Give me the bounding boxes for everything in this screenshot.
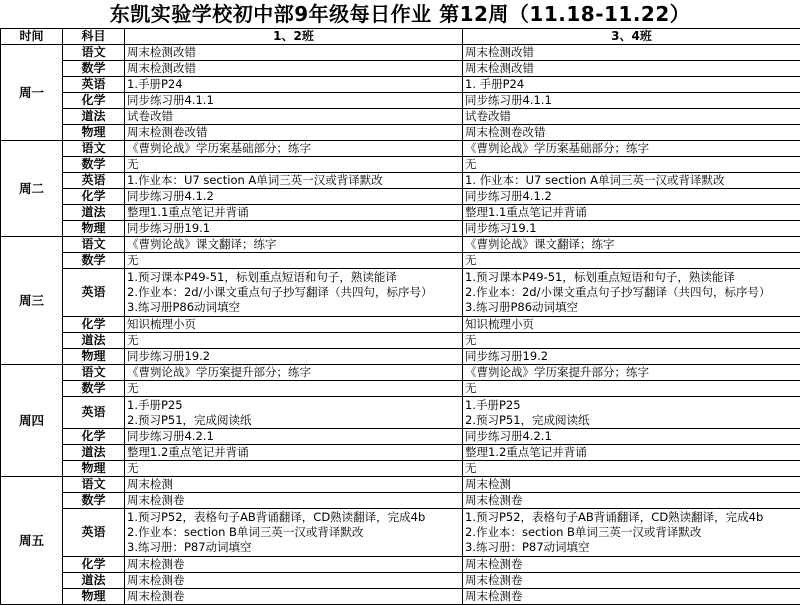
task-cell-class-3-4 bbox=[463, 381, 800, 397]
task-line: 试卷改错 bbox=[465, 109, 798, 124]
task-line: 2.作业本：section B单词三英一汉或背译默改 bbox=[127, 525, 460, 540]
task-cell-class-3-4 bbox=[463, 205, 800, 221]
task-cell-class-3-4 bbox=[463, 365, 800, 381]
task-line: 周末检测改错 bbox=[465, 61, 798, 76]
task-line: 周末检测 bbox=[127, 477, 460, 492]
table-row bbox=[1, 493, 800, 509]
task-line: 无 bbox=[465, 157, 798, 172]
task-line: 周末检测改错 bbox=[127, 61, 460, 76]
task-cell-class-3-4 bbox=[463, 109, 800, 125]
day-cell: 周一 bbox=[1, 45, 63, 141]
task-line: 无 bbox=[465, 461, 798, 476]
task-line: 周末检测卷 bbox=[465, 557, 798, 572]
day-cell: 周二 bbox=[1, 141, 63, 237]
table-body bbox=[1, 45, 800, 605]
task-cell-class-3-4 bbox=[463, 93, 800, 109]
task-cell-class-1-2 bbox=[125, 397, 463, 429]
task-cell-class-1-2 bbox=[125, 125, 463, 141]
subject-cell: 语文 bbox=[63, 477, 125, 493]
subject-cell: 数学 bbox=[63, 493, 125, 509]
task-line: 《曹刿论战》课文翻译；练字 bbox=[127, 237, 460, 252]
task-line: 无 bbox=[127, 381, 460, 396]
subject-cell: 语文 bbox=[63, 45, 125, 61]
task-cell-class-3-4 bbox=[463, 157, 800, 173]
subject-cell: 语文 bbox=[63, 141, 125, 157]
task-line: 2.预习P51，完成阅读纸 bbox=[127, 413, 460, 428]
task-line: 周末检测卷改错 bbox=[127, 125, 460, 140]
task-line: 同步练习册4.2.1 bbox=[127, 429, 460, 444]
task-line: 1.手册P25 bbox=[127, 398, 460, 413]
task-line: 2.作业本：2d/小课文重点句子抄写翻译（共四句，标序号） bbox=[465, 285, 798, 300]
table-row bbox=[1, 77, 800, 93]
table-row bbox=[1, 333, 800, 349]
subject-cell: 英语 bbox=[63, 77, 125, 93]
task-line: 整理1.2重点笔记并背诵 bbox=[465, 445, 798, 460]
task-cell-class-3-4 bbox=[463, 77, 800, 93]
table-row bbox=[1, 205, 800, 221]
table-row bbox=[1, 429, 800, 445]
task-cell-class-1-2 bbox=[125, 45, 463, 61]
table-row bbox=[1, 381, 800, 397]
table-row bbox=[1, 509, 800, 557]
subject-cell: 物理 bbox=[63, 589, 125, 605]
task-line: 同步练习册19.2 bbox=[465, 349, 798, 364]
task-line: 1.预习P52，表格句子AB背诵翻译，CD熟读翻译，完成4b bbox=[127, 510, 460, 525]
task-line: 1.预习课本P49-51，标划重点短语和句子，熟读能译 bbox=[127, 270, 460, 285]
subject-cell: 数学 bbox=[63, 381, 125, 397]
task-cell-class-1-2 bbox=[125, 253, 463, 269]
task-cell-class-3-4 bbox=[463, 461, 800, 477]
page-title: 东凯实验学校初中部9年级每日作业 第12周（11.18-11.22） bbox=[0, 0, 800, 28]
task-cell-class-1-2 bbox=[125, 589, 463, 605]
table-row bbox=[1, 365, 800, 381]
subject-cell: 化学 bbox=[63, 429, 125, 445]
header-class-3-4: 3、4班 bbox=[463, 29, 800, 45]
task-cell-class-3-4 bbox=[463, 589, 800, 605]
task-line: 同步练习册4.2.1 bbox=[465, 429, 798, 444]
task-line: 周末检测改错 bbox=[127, 45, 460, 60]
task-line: 整理1.2重点笔记并背诵 bbox=[127, 445, 460, 460]
task-line: 周末检测卷改错 bbox=[465, 125, 798, 140]
subject-cell: 英语 bbox=[63, 397, 125, 429]
subject-cell: 物理 bbox=[63, 221, 125, 237]
table-row bbox=[1, 125, 800, 141]
subject-cell: 道法 bbox=[63, 205, 125, 221]
task-line: 《曹刿论战》学历案基础部分；练字 bbox=[465, 141, 798, 156]
task-line: 同步练习册19.2 bbox=[127, 349, 460, 364]
task-line: 1.手册P24 bbox=[127, 77, 460, 92]
task-line: 1.预习P52，表格句子AB背诵翻译，CD熟读翻译，完成4b bbox=[465, 510, 798, 525]
task-cell-class-3-4 bbox=[463, 45, 800, 61]
table-row bbox=[1, 157, 800, 173]
task-line: 周末检测卷 bbox=[127, 589, 460, 604]
subject-cell: 英语 bbox=[63, 269, 125, 317]
subject-cell: 道法 bbox=[63, 333, 125, 349]
task-line: 无 bbox=[465, 333, 798, 348]
task-cell-class-1-2 bbox=[125, 221, 463, 237]
task-line: 同步练习19.1 bbox=[465, 221, 798, 236]
task-cell-class-3-4 bbox=[463, 269, 800, 317]
task-line: 周末检测卷 bbox=[127, 557, 460, 572]
task-cell-class-1-2 bbox=[125, 317, 463, 333]
task-line: 整理1.1重点笔记并背诵 bbox=[465, 205, 798, 220]
table-row bbox=[1, 253, 800, 269]
table-row bbox=[1, 397, 800, 429]
task-cell-class-1-2 bbox=[125, 77, 463, 93]
task-cell-class-1-2 bbox=[125, 157, 463, 173]
task-line: 1.作业本：U7 section A单词三英一汉或背译默改 bbox=[127, 173, 460, 188]
table-row bbox=[1, 589, 800, 605]
table-row bbox=[1, 173, 800, 189]
task-cell-class-3-4 bbox=[463, 557, 800, 573]
task-cell-class-1-2 bbox=[125, 61, 463, 77]
task-line: 《曹刿论战》学历案提升部分；练字 bbox=[465, 365, 798, 380]
subject-cell: 数学 bbox=[63, 253, 125, 269]
subject-cell: 道法 bbox=[63, 445, 125, 461]
task-cell-class-3-4 bbox=[463, 317, 800, 333]
task-cell-class-1-2 bbox=[125, 429, 463, 445]
table-row bbox=[1, 461, 800, 477]
task-line: 试卷改错 bbox=[127, 109, 460, 124]
header-subject: 科目 bbox=[63, 29, 125, 45]
task-line: 周末检测卷 bbox=[465, 589, 798, 604]
task-cell-class-1-2 bbox=[125, 349, 463, 365]
task-line: 知识梳理小页 bbox=[127, 317, 460, 332]
table-row bbox=[1, 477, 800, 493]
task-cell-class-1-2 bbox=[125, 269, 463, 317]
subject-cell: 数学 bbox=[63, 157, 125, 173]
task-cell-class-3-4 bbox=[463, 397, 800, 429]
task-line: 3.练习册P86动词填空 bbox=[127, 300, 460, 315]
task-cell-class-1-2 bbox=[125, 477, 463, 493]
table-row bbox=[1, 109, 800, 125]
task-line: 无 bbox=[127, 157, 460, 172]
task-cell-class-3-4 bbox=[463, 253, 800, 269]
task-cell-class-3-4 bbox=[463, 573, 800, 589]
task-cell-class-1-2 bbox=[125, 93, 463, 109]
table-row bbox=[1, 237, 800, 253]
subject-cell: 道法 bbox=[63, 573, 125, 589]
task-cell-class-3-4 bbox=[463, 125, 800, 141]
task-line: 3.练习册P86动词填空 bbox=[465, 300, 798, 315]
task-cell-class-3-4 bbox=[463, 237, 800, 253]
task-cell-class-1-2 bbox=[125, 445, 463, 461]
day-cell: 周三 bbox=[1, 237, 63, 365]
task-line: 《曹刿论战》课文翻译；练字 bbox=[465, 237, 798, 252]
task-cell-class-1-2 bbox=[125, 205, 463, 221]
subject-cell: 数学 bbox=[63, 61, 125, 77]
task-line: 1.预习课本P49-51，标划重点短语和句子，熟读能译 bbox=[465, 270, 798, 285]
task-line: 3.练习册：P87动词填空 bbox=[127, 540, 460, 555]
task-line: 同步练习册4.1.2 bbox=[127, 189, 460, 204]
table-row bbox=[1, 189, 800, 205]
subject-cell: 化学 bbox=[63, 317, 125, 333]
task-cell-class-3-4 bbox=[463, 477, 800, 493]
task-line: 周末检测 bbox=[465, 477, 798, 492]
task-cell-class-3-4 bbox=[463, 61, 800, 77]
task-line: 《曹刿论战》学历案基础部分；练字 bbox=[127, 141, 460, 156]
task-cell-class-1-2 bbox=[125, 333, 463, 349]
task-cell-class-3-4 bbox=[463, 429, 800, 445]
task-cell-class-3-4 bbox=[463, 221, 800, 237]
task-cell-class-3-4 bbox=[463, 189, 800, 205]
table-row bbox=[1, 141, 800, 157]
task-line: 整理1.1重点笔记并背诵 bbox=[127, 205, 460, 220]
task-cell-class-1-2 bbox=[125, 141, 463, 157]
subject-cell: 化学 bbox=[63, 93, 125, 109]
task-line: 无 bbox=[465, 253, 798, 268]
task-cell-class-3-4 bbox=[463, 173, 800, 189]
task-cell-class-1-2 bbox=[125, 189, 463, 205]
subject-cell: 道法 bbox=[63, 109, 125, 125]
task-line: 周末检测卷 bbox=[127, 573, 460, 588]
task-cell-class-1-2 bbox=[125, 109, 463, 125]
task-cell-class-1-2 bbox=[125, 461, 463, 477]
task-line: 同步练习册4.1.1 bbox=[127, 93, 460, 108]
task-cell-class-3-4 bbox=[463, 349, 800, 365]
task-line: 周末检测改错 bbox=[465, 45, 798, 60]
table-row bbox=[1, 61, 800, 77]
task-line: 同步练习册4.1.1 bbox=[465, 93, 798, 108]
task-cell-class-3-4 bbox=[463, 493, 800, 509]
table-row bbox=[1, 557, 800, 573]
subject-cell: 物理 bbox=[63, 349, 125, 365]
task-line: 知识梳理小页 bbox=[465, 317, 798, 332]
subject-cell: 英语 bbox=[63, 509, 125, 557]
task-cell-class-1-2 bbox=[125, 381, 463, 397]
task-line: 无 bbox=[127, 253, 460, 268]
task-line: 《曹刿论战》学历案提升部分；练字 bbox=[127, 365, 460, 380]
task-line: 无 bbox=[465, 381, 798, 396]
task-line: 3.练习册：P87动词填空 bbox=[465, 540, 798, 555]
task-line: 无 bbox=[127, 461, 460, 476]
task-line: 周末检测卷 bbox=[465, 493, 798, 508]
table-row bbox=[1, 573, 800, 589]
subject-cell: 语文 bbox=[63, 237, 125, 253]
subject-cell: 化学 bbox=[63, 189, 125, 205]
subject-cell: 物理 bbox=[63, 125, 125, 141]
homework-table bbox=[0, 28, 800, 605]
task-line: 2.作业本：2d/小课文重点句子抄写翻译（共四句，标序号） bbox=[127, 285, 460, 300]
task-line: 无 bbox=[127, 333, 460, 348]
task-line: 1. 作业本：U7 section A单词三英一汉或背译默改 bbox=[465, 173, 798, 188]
task-line: 2.预习P51，完成阅读纸 bbox=[465, 413, 798, 428]
table-row bbox=[1, 269, 800, 317]
day-cell: 周五 bbox=[1, 477, 63, 605]
task-line: 2.作业本：section B单词三英一汉或背译默改 bbox=[465, 525, 798, 540]
table-row bbox=[1, 221, 800, 237]
task-line: 周末检测卷 bbox=[127, 493, 460, 508]
subject-cell: 物理 bbox=[63, 461, 125, 477]
task-line: 周末检测卷 bbox=[465, 573, 798, 588]
task-cell-class-1-2 bbox=[125, 365, 463, 381]
task-cell-class-1-2 bbox=[125, 237, 463, 253]
task-line: 1.手册P25 bbox=[465, 398, 798, 413]
header-class-1-2: 1、2班 bbox=[125, 29, 463, 45]
table-row bbox=[1, 45, 800, 61]
subject-cell: 英语 bbox=[63, 173, 125, 189]
task-line: 同步练习册4.1.2 bbox=[465, 189, 798, 204]
subject-cell: 化学 bbox=[63, 557, 125, 573]
task-cell-class-1-2 bbox=[125, 493, 463, 509]
subject-cell: 语文 bbox=[63, 365, 125, 381]
task-cell-class-1-2 bbox=[125, 557, 463, 573]
task-cell-class-1-2 bbox=[125, 509, 463, 557]
header-row bbox=[1, 29, 800, 45]
task-cell-class-3-4 bbox=[463, 445, 800, 461]
table-row bbox=[1, 445, 800, 461]
task-cell-class-3-4 bbox=[463, 509, 800, 557]
table-row bbox=[1, 317, 800, 333]
task-cell-class-1-2 bbox=[125, 573, 463, 589]
task-line: 1. 手册P24 bbox=[465, 77, 798, 92]
day-cell: 周四 bbox=[1, 365, 63, 477]
task-cell-class-3-4 bbox=[463, 141, 800, 157]
task-line: 同步练习册19.1 bbox=[127, 221, 460, 236]
header-time: 时间 bbox=[1, 29, 63, 45]
task-cell-class-3-4 bbox=[463, 333, 800, 349]
table-row bbox=[1, 93, 800, 109]
table-row bbox=[1, 349, 800, 365]
task-cell-class-1-2 bbox=[125, 173, 463, 189]
